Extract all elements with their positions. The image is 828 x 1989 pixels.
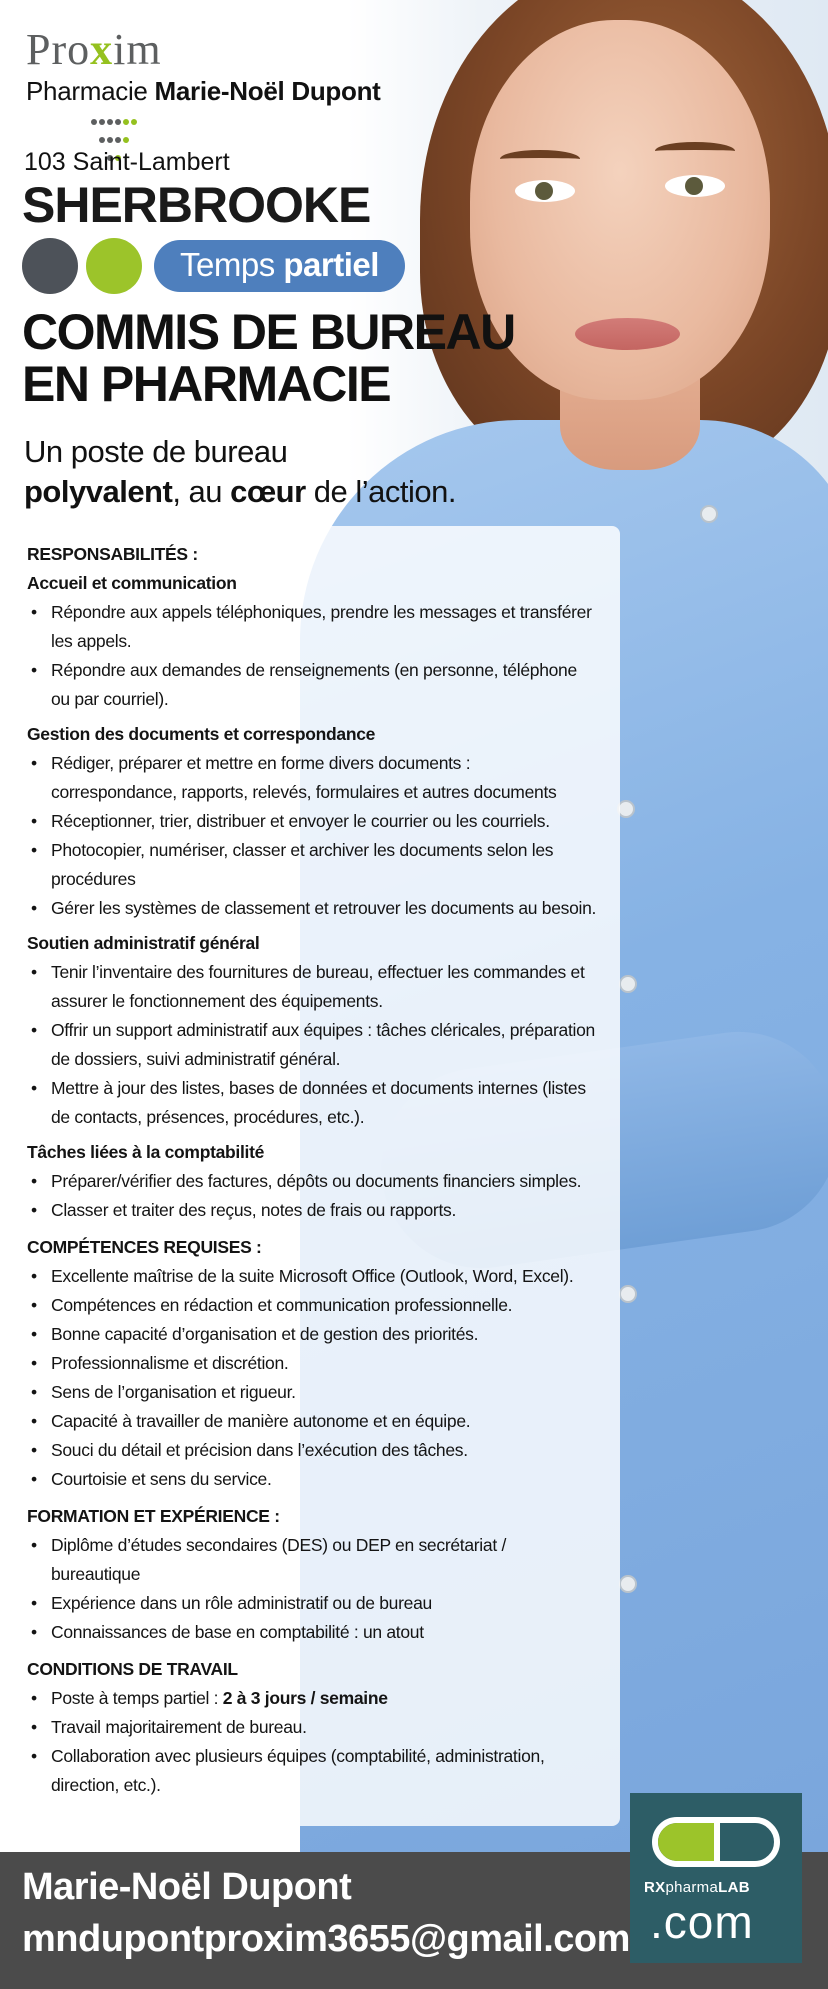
bullet-list	[27, 958, 597, 1132]
rx-wordmark: RXpharmaLAB	[644, 1879, 750, 1896]
contact-email[interactable]: mndupontproxim3655@gmail.com	[22, 1918, 630, 1960]
subsection-title: Accueil et communication	[27, 573, 237, 593]
right-brow	[655, 142, 735, 160]
green-circle-icon	[86, 238, 142, 294]
subsection-title: Gestion des documents et correspondance	[27, 724, 376, 744]
lips	[575, 318, 680, 350]
job-description	[27, 540, 597, 1806]
contact-name: Marie-Noël Dupont	[22, 1866, 352, 1908]
list-item: • Expérience dans un rôle administratif ou de bureau	[27, 1589, 597, 1618]
list-item: • Travail majoritairement de bureau.	[27, 1713, 597, 1742]
list-item: • Capacité à travailler de manière autonome et en équipe.	[27, 1407, 597, 1436]
rxpharmalab-logo[interactable]	[630, 1793, 802, 1963]
subsection-title: Tâches liées à la comptabilité	[27, 1142, 265, 1162]
list-item: • Répondre aux appels téléphoniques, prendre les messages et transférer les appels.	[27, 598, 597, 656]
list-item: • Professionnalisme et discrétion.	[27, 1349, 597, 1378]
list-item: • Courtoisie et sens du service.	[27, 1465, 597, 1494]
address: 103 Saint-Lambert	[24, 148, 230, 176]
shirt-button	[619, 1285, 637, 1303]
grey-circle-icon	[22, 238, 78, 294]
bullet-list	[27, 1531, 597, 1647]
list-item: • Mettre à jour des listes, bases de données et documents internes (listes de contacts, présences, procédures, etc.).	[27, 1074, 597, 1132]
left-brow	[500, 150, 580, 168]
subsection-title: Soutien administratif général	[27, 933, 260, 953]
list-item: • Collaboration avec plusieurs équipes (comptabilité, administration, direction, etc.).	[27, 1742, 597, 1800]
list-item: • Offrir un support administratif aux équipes : tâches cléricales, préparation de dossiers, suivi administratif général.	[27, 1016, 597, 1074]
list-item: • Répondre aux demandes de renseignements (en personne, téléphone ou par courriel).	[27, 656, 597, 714]
left-eye	[515, 180, 575, 202]
shirt-button	[619, 975, 637, 993]
rx-domain: .com	[650, 1896, 754, 1948]
bullet-list	[27, 598, 597, 714]
bullet-list	[27, 1262, 597, 1494]
job-type-badges	[22, 238, 405, 294]
bullet-list	[27, 749, 597, 923]
job-type-pill: Temps partiel	[154, 240, 405, 292]
list-item: • Connaissances de base en comptabilité : un atout	[27, 1618, 597, 1647]
tagline: Un poste de bureau polyvalent, au cœur de l’action.	[24, 434, 456, 509]
list-item: • Bonne capacité d’organisation et de gestion des priorités.	[27, 1320, 597, 1349]
city: SHERBROOKE	[22, 177, 371, 233]
brand-wordmark: Proxim	[26, 25, 162, 74]
bullet-list	[27, 1684, 597, 1800]
section-heading: CONDITIONS DE TRAVAIL	[27, 1659, 238, 1679]
capsule-icon	[652, 1817, 780, 1867]
list-item: • Classer et traiter des reçus, notes de frais ou rapports.	[27, 1196, 597, 1225]
proxim-logo	[26, 25, 381, 167]
shirt-button	[619, 1575, 637, 1593]
pharmacy-name: Pharmacie Marie-Noël Dupont	[26, 76, 381, 106]
right-eye	[665, 175, 725, 197]
list-item: • Excellente maîtrise de la suite Microsoft Office (Outlook, Word, Excel).	[27, 1262, 597, 1291]
list-item: • Diplôme d’études secondaires (DES) ou DEP en secrétariat / bureautique	[27, 1531, 597, 1589]
list-item: • Réceptionner, trier, distribuer et envoyer le courrier ou les courriels.	[27, 807, 597, 836]
section-heading: RESPONSABILITÉS :	[27, 544, 198, 564]
list-item: • Gérer les systèmes de classement et retrouver les documents au besoin.	[27, 894, 597, 923]
section-heading: FORMATION ET EXPÉRIENCE :	[27, 1506, 280, 1526]
bullet-list	[27, 1167, 597, 1225]
shirt-button	[700, 505, 718, 523]
list-item: • Préparer/vérifier des factures, dépôts ou documents financiers simples.	[27, 1167, 597, 1196]
list-item: • Tenir l’inventaire des fournitures de bureau, effectuer les commandes et assurer le fonctionnement des équipements.	[27, 958, 597, 1016]
list-item: • Sens de l’organisation et rigueur.	[27, 1378, 597, 1407]
job-title: COMMIS DE BUREAU EN PHARMACIE	[22, 304, 515, 412]
list-item: • Compétences en rédaction et communication professionnelle.	[27, 1291, 597, 1320]
list-item: • Photocopier, numériser, classer et archiver les documents selon les procédures	[27, 836, 597, 894]
section-heading: COMPÉTENCES REQUISES :	[27, 1237, 262, 1257]
list-item: • Poste à temps partiel : 2 à 3 jours / semaine	[27, 1684, 597, 1713]
list-item: • Rédiger, préparer et mettre en forme divers documents : correspondance, rapports, relevés, formulaires et autres documents	[27, 749, 597, 807]
list-item: • Souci du détail et précision dans l’exécution des tâches.	[27, 1436, 597, 1465]
